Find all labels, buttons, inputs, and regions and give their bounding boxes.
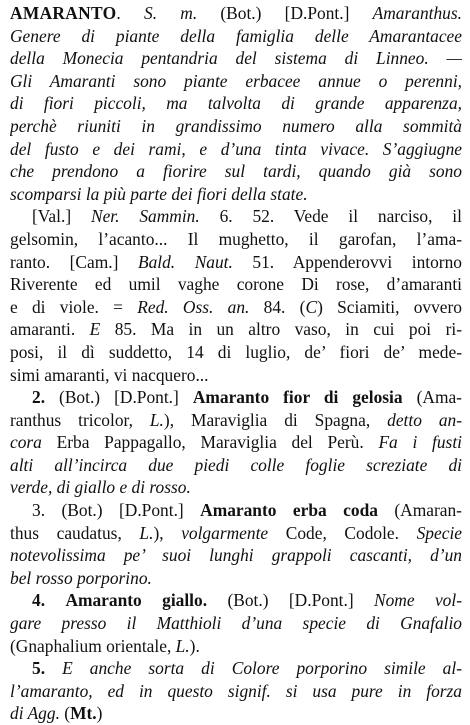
entry-text-segment: Erba Pappagallo, Maraviglia del Perù. [41, 432, 379, 453]
entry-text-segment: ) Sciamiti, ovvero [317, 296, 462, 317]
entry-text-segment: Genere di piante della famiglia delle Amarantacee [10, 25, 462, 46]
entry-text-segment: Amaranto erba coda [200, 500, 378, 521]
entry-text-segment: 5. [32, 658, 46, 679]
entry-text-segment: alti all’incirca due piedi colle foglie screziate di [10, 454, 462, 475]
entry-text-segment: Specie [416, 522, 462, 543]
entry-line [10, 92, 462, 115]
entry-text-segment: Riverente ed umil vaghe corone Di rose, d’amaranti [10, 274, 462, 295]
entry-line [10, 160, 462, 183]
entry-text-segment: l’amaranto, ed in questo signif. si usa pure in forza [10, 680, 462, 701]
entry-line [10, 612, 462, 635]
entry-text-segment: e di viole. = [10, 296, 138, 317]
entry-line [10, 431, 462, 454]
entry-text-segment: Code, Codole. [268, 522, 417, 543]
entry-text-segment: Amaranto giallo. [65, 590, 208, 611]
entry-text-segment: 51. Appenderovvi intorno [232, 251, 462, 272]
entry-line [10, 454, 462, 477]
entry-text-segment: (Ama- [402, 387, 462, 408]
entry-text-segment: thus caudatus, [10, 522, 140, 543]
entry-line [10, 251, 462, 274]
entry-text-segment: Amaranthus. [372, 3, 462, 23]
entry-text-segment: . [116, 3, 144, 23]
entry-line [10, 228, 462, 251]
entry-text-segment: (Bot.) [D.Pont.] [197, 3, 373, 23]
entry-line [10, 296, 462, 319]
entry-text-segment: Nome vol- [374, 590, 462, 611]
entry-text-segment: ( [59, 703, 71, 724]
entry-text-segment: L. [149, 409, 164, 430]
entry-text-segment: L. [139, 522, 154, 543]
entry-line [10, 635, 462, 658]
entry-text-segment: ). [189, 635, 200, 656]
entry-line [10, 183, 462, 206]
entry-line [10, 47, 462, 70]
entry-text-segment: Red. Oss. an. [137, 296, 250, 317]
entry-text-segment: 6. 52. Vede il narciso, il [199, 206, 462, 227]
entry-line [10, 476, 462, 499]
entry-text-segment: ranthus tricolor, [10, 409, 150, 430]
entry-text-segment: ranto. [Cam.] [10, 251, 138, 272]
entry-text-segment: C [305, 296, 318, 317]
entry-text-segment: Agg. [27, 703, 60, 724]
entry-text-segment: (Bot.) [D.Pont.] [207, 590, 374, 611]
entry-line [10, 386, 462, 409]
entry-text-segment: (Gnaphalium orientale, [10, 635, 176, 656]
entry-line [10, 318, 462, 341]
entry-text-segment: che prendono a fiorire sul tardi, quando già sono [10, 161, 462, 182]
entry-line [10, 70, 462, 93]
entry-text-segment [45, 590, 65, 610]
entry-text-segment: della Monecia pentandria del sistema di Linneo. — [10, 48, 462, 69]
entry-text-segment: di fiori piccoli, ma talvolta di grande apparenza, [10, 93, 462, 114]
entry-text-segment: del fusto e dei rami, e d’una tinta vivace. S’aggiugne [10, 138, 462, 159]
entry-text-segment: volgarmente [181, 522, 269, 543]
entry-line [10, 364, 462, 387]
entry-text-segment: (Amaran- [377, 500, 462, 521]
entry-text-segment: [Val.] [32, 206, 91, 227]
entry-text-segment: amaranti. [10, 319, 90, 340]
entry-text-segment: E [89, 319, 101, 340]
entry-text-segment: gare presso il Matthioli d’una specie di Gnafalio [10, 613, 462, 634]
entry-line [10, 702, 462, 725]
entry-text-segment: posi, il dì suddetto, 14 di luglio, de’ fiori de’ mede- [10, 341, 462, 362]
entry-text-segment: verde, di giallo e di rosso. [10, 477, 191, 498]
entry-line [10, 544, 462, 567]
entry-text-segment: Amaranto fior di gelosia [192, 387, 403, 408]
entry-text-segment: ), Maraviglia di Spagna, [163, 409, 388, 430]
entry-text-segment: 84. ( [249, 296, 306, 317]
entry-text-segment: notevolissima pe’ suoi lunghi grappoli cascanti, d’un [10, 545, 462, 566]
entry-text-segment: Bald. Naut. [137, 251, 233, 272]
entry-text-segment: ) [96, 703, 103, 724]
entry-text-segment: (Bot.) [D.Pont.] [45, 387, 193, 408]
entry-line [10, 589, 462, 612]
entry-line [10, 567, 462, 590]
entry-text-segment: 2. [32, 387, 46, 408]
entry-text-segment: Fa i fusti [378, 432, 462, 453]
entry-line [10, 522, 462, 545]
entry-text-segment: perchè riuniti in grandissimo numero alla sommità [10, 115, 462, 136]
entry-text-segment: cora [10, 432, 42, 453]
entry-text-segment: gelsomin, l’acanto... Il mughetto, il garofan, l’ama- [10, 228, 462, 249]
entry-line [10, 680, 462, 703]
entry-text-segment: Gli Amaranti sono piante erbacee annue o perenni, [10, 70, 462, 91]
entry-text-segment: E anche sorta di Colore porporino simile al- [45, 658, 462, 679]
entry-line [10, 205, 462, 228]
entry-line [10, 2, 462, 25]
entry-line [10, 499, 462, 522]
entry-line [10, 273, 462, 296]
entry-line [10, 409, 462, 432]
entry-line [10, 657, 462, 680]
entry-text-segment: (Bot.) [D.Pont.] [45, 500, 201, 521]
entry-text-segment: Mt. [70, 703, 97, 724]
entry-text-segment: 4. [32, 590, 46, 611]
dictionary-entry-amaranto [10, 2, 462, 725]
entry-line [10, 341, 462, 364]
entry-text-segment: bel rosso porporino. [10, 567, 152, 588]
entry-text-segment: 3. [32, 500, 46, 521]
entry-line [10, 115, 462, 138]
entry-text-segment: AMARANTO [10, 3, 117, 23]
entry-text-segment: ), [153, 522, 182, 543]
entry-line [10, 25, 462, 48]
entry-text-segment: 85. Ma in un altro vaso, in cui poi ri- [100, 319, 462, 340]
entry-text-segment: L. [175, 635, 190, 656]
entry-text-segment: simi amaranti, vi nacquero... [10, 364, 209, 385]
entry-text-segment: detto an- [387, 409, 462, 430]
entry-text-segment: Ner. Sammin. [90, 206, 200, 227]
entry-line [10, 138, 462, 161]
entry-text-segment: di [10, 703, 28, 724]
entry-text-segment: S. m. [144, 3, 198, 23]
entry-text-segment: scomparsi la più parte dei fiori della state. [10, 183, 308, 204]
